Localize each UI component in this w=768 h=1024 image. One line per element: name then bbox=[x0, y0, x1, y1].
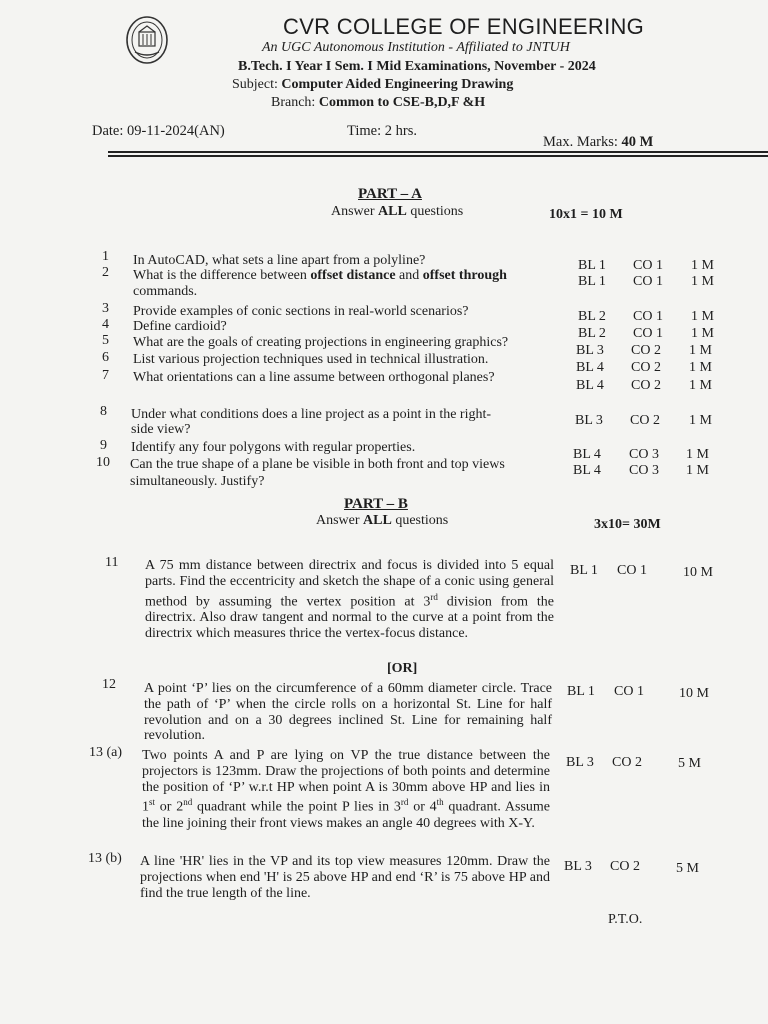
question-text: A line 'HR' lies in the VP and its top view measures 120mm. Draw the projections when end 'H' is 25 above HP and end ‘R’ is 75 above HP and find the true length of the line. bbox=[140, 854, 550, 901]
marks: 1 M bbox=[691, 326, 714, 341]
exam-duration: Time: 2 hrs. bbox=[347, 123, 417, 139]
question-number: 12 bbox=[102, 677, 116, 692]
part-b-instruction bbox=[316, 513, 448, 529]
marks: 5 M bbox=[676, 861, 699, 876]
course-outcome: CO 2 bbox=[631, 378, 661, 393]
subject-label: Subject: bbox=[232, 77, 278, 92]
course-outcome: CO 1 bbox=[617, 563, 647, 578]
exam-title: B.Tech. I Year I Sem. I Mid Examinations, November - 2024 bbox=[238, 59, 596, 74]
question-text: List various projection techniques used in technical illustration. bbox=[133, 352, 489, 367]
course-outcome: CO 1 bbox=[633, 326, 663, 341]
bloom-level: BL 4 bbox=[576, 378, 604, 393]
question-number: 13 (b) bbox=[88, 851, 122, 866]
question-number: 9 bbox=[100, 438, 107, 453]
college-seal-logo bbox=[125, 14, 169, 66]
affiliation: An UGC Autonomous Institution - Affiliated to JNTUH bbox=[262, 40, 570, 55]
course-outcome: CO 2 bbox=[631, 360, 661, 375]
course-outcome: CO 2 bbox=[610, 859, 640, 874]
header-rule-double bbox=[108, 155, 768, 157]
course-outcome: CO 3 bbox=[629, 463, 659, 478]
question-number: 10 bbox=[96, 455, 110, 470]
course-outcome: CO 3 bbox=[629, 447, 659, 462]
question-text: Can the true shape of a plane be visible in both front and top views bbox=[130, 457, 505, 472]
page-turn-note: P.T.O. bbox=[608, 912, 643, 927]
marks: 1 M bbox=[691, 258, 714, 273]
question-text: What orientations can a line assume between orthogonal planes? bbox=[133, 370, 495, 385]
bloom-level: BL 1 bbox=[578, 258, 606, 273]
exam-date: Date: 09-11-2024(AN) bbox=[92, 123, 225, 139]
question-number: 3 bbox=[102, 301, 109, 316]
bloom-level: BL 2 bbox=[578, 309, 606, 324]
subject-line bbox=[232, 77, 513, 93]
question-number: 5 bbox=[102, 333, 109, 348]
question-text: A 75 mm distance between directrix and focus is divided into 5 equal parts. Find the eccentricity and sketch the shape of a conic using general method by assuming the vertex position at 3rd division from the directrix. Also draw tangent and normal to the curve at a point from the directrix which measures thrice the vertex-focus distance. bbox=[145, 558, 555, 641]
marks: 1 M bbox=[686, 463, 709, 478]
course-outcome: CO 2 bbox=[631, 343, 661, 358]
marks: 1 M bbox=[689, 378, 712, 393]
marks: 1 M bbox=[689, 360, 712, 375]
marks: 1 M bbox=[689, 413, 712, 428]
question-text: Define cardioid? bbox=[133, 319, 227, 334]
course-outcome: CO 1 bbox=[633, 274, 663, 289]
part-b-title: PART – B bbox=[344, 496, 408, 512]
question-text bbox=[133, 268, 507, 283]
bloom-level: BL 3 bbox=[566, 755, 594, 770]
bloom-level: BL 3 bbox=[575, 413, 603, 428]
question-number: 1 bbox=[102, 249, 109, 264]
question-term: offset distance bbox=[310, 268, 396, 283]
marks: 5 M bbox=[678, 756, 701, 771]
instruction-all: ALL bbox=[363, 513, 392, 528]
part-b-scheme: 3x10= 30M bbox=[594, 517, 661, 532]
max-marks-label: Max. Marks: bbox=[543, 134, 618, 150]
bloom-level: BL 2 bbox=[578, 326, 606, 341]
question-text: What are the goals of creating projections in engineering graphics? bbox=[133, 335, 509, 350]
course-outcome: CO 1 bbox=[633, 309, 663, 324]
subject-name: Computer Aided Engineering Drawing bbox=[281, 77, 514, 92]
bloom-level: BL 4 bbox=[576, 360, 604, 375]
question-text-part: What is the difference between bbox=[133, 268, 311, 283]
bloom-level: BL 4 bbox=[573, 463, 601, 478]
branch-name: Common to CSE-B,D,F &H bbox=[318, 95, 486, 110]
question-text-continued: side view? bbox=[131, 422, 191, 437]
question-text: In AutoCAD, what sets a line apart from a polyline? bbox=[133, 253, 426, 268]
marks: 1 M bbox=[691, 309, 714, 324]
instruction-text: questions bbox=[391, 513, 449, 528]
part-a-title: PART – A bbox=[358, 186, 422, 202]
question-number: 6 bbox=[102, 350, 109, 365]
bloom-level: BL 4 bbox=[573, 447, 601, 462]
marks: 10 M bbox=[683, 565, 713, 580]
question-text: Under what conditions does a line project as a point in the right- bbox=[131, 407, 492, 422]
max-marks bbox=[543, 134, 653, 151]
bloom-level: BL 1 bbox=[567, 684, 595, 699]
question-number: 7 bbox=[102, 368, 109, 383]
question-number: 2 bbox=[102, 265, 109, 280]
or-divider: [OR] bbox=[387, 661, 418, 676]
instruction-text: Answer bbox=[331, 204, 379, 219]
question-number: 13 (a) bbox=[89, 745, 123, 760]
course-outcome: CO 1 bbox=[633, 258, 663, 273]
instruction-text: questions bbox=[406, 204, 464, 219]
branch-label: Branch: bbox=[271, 95, 316, 110]
part-a-instruction bbox=[331, 204, 463, 220]
marks: 1 M bbox=[691, 274, 714, 289]
bloom-level: BL 1 bbox=[570, 563, 598, 578]
question-term: offset through bbox=[422, 268, 507, 283]
marks: 1 M bbox=[686, 447, 709, 462]
question-number: 4 bbox=[102, 317, 109, 332]
question-text-part: and bbox=[395, 268, 423, 283]
question-text: Two points A and P are lying on VP the true distance between the projectors is 123mm. Draw the projections of both points and determine the position of ‘P’ w.r.t HP when point A is 30mm above HP and lies in 1st or 2nd quadrant while the point P lies in 3rd or 4th quadrant. Assume the line joining their front views makes an angle 40 degrees with X-Y. bbox=[142, 748, 550, 831]
question-text-continued: commands. bbox=[133, 284, 198, 299]
college-name: CVR COLLEGE OF ENGINEERING bbox=[283, 14, 645, 39]
question-text: Identify any four polygons with regular properties. bbox=[131, 440, 416, 455]
course-outcome: CO 2 bbox=[630, 413, 660, 428]
instruction-text: Answer bbox=[316, 513, 364, 528]
marks: 10 M bbox=[679, 686, 709, 701]
max-marks-value: 40 M bbox=[621, 134, 654, 150]
part-a-scheme: 10x1 = 10 M bbox=[549, 207, 623, 222]
question-text: Provide examples of conic sections in real-world scenarios? bbox=[133, 304, 469, 319]
bloom-level: BL 1 bbox=[578, 274, 606, 289]
question-number: 8 bbox=[100, 404, 107, 419]
question-text: A point ‘P’ lies on the circumference of a 60mm diameter circle. Trace the path of ‘P’ when the circle rolls on a horizontal St. Line for half revolution and on a 30 degrees inclined St. Line for remaining half revolution. bbox=[144, 681, 552, 744]
header-rule bbox=[108, 151, 768, 153]
bloom-level: BL 3 bbox=[576, 343, 604, 358]
question-text-continued: simultaneously. Justify? bbox=[130, 474, 265, 489]
question-number: 11 bbox=[105, 555, 119, 570]
branch-line bbox=[271, 95, 485, 111]
bloom-level: BL 3 bbox=[564, 859, 592, 874]
course-outcome: CO 1 bbox=[614, 684, 644, 699]
instruction-all: ALL bbox=[378, 204, 407, 219]
course-outcome: CO 2 bbox=[612, 755, 642, 770]
marks: 1 M bbox=[689, 343, 712, 358]
